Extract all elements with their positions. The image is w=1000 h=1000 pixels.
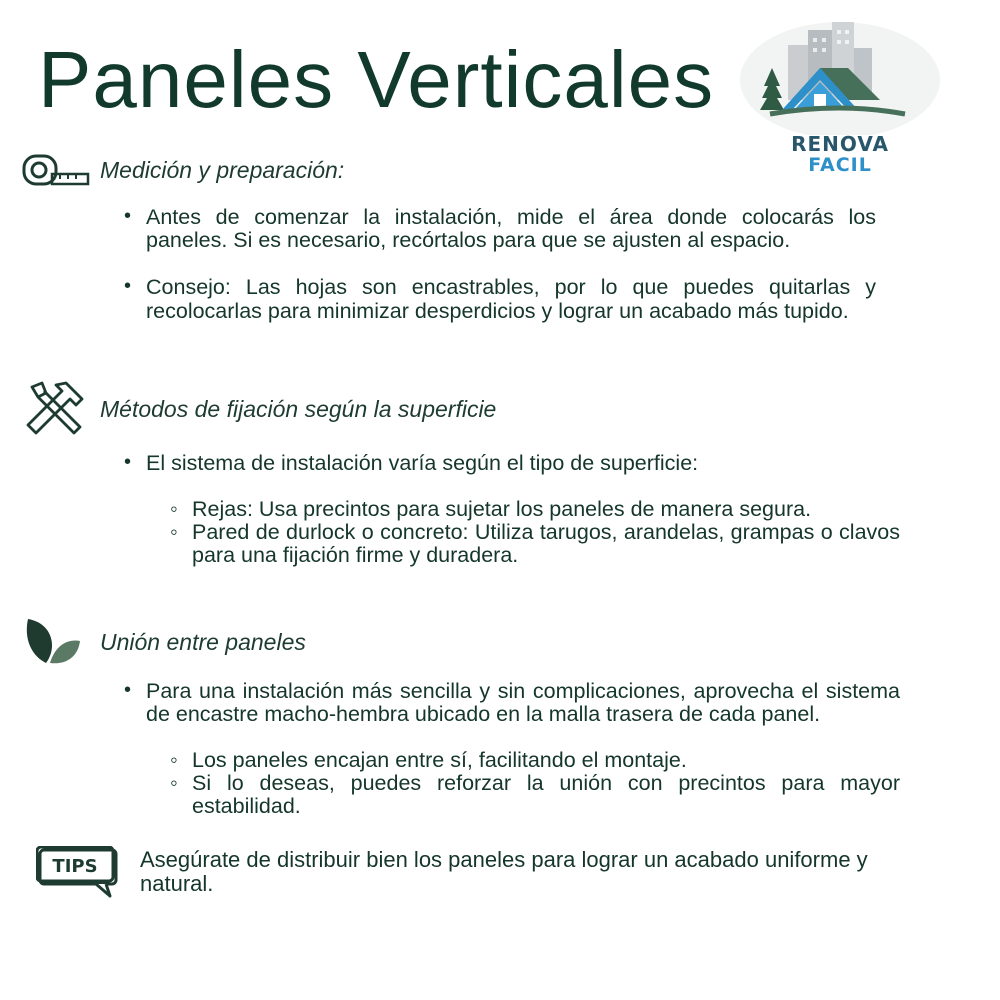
leaves-icon xyxy=(22,618,92,666)
list-item: • El sistema de instalación varía según el tipo de superficie: xyxy=(146,452,876,475)
house-logo-icon xyxy=(730,10,950,135)
section-heading-label: Unión entre paneles xyxy=(100,628,306,655)
tips-speech-bubble-icon xyxy=(36,846,120,903)
section-heading-union xyxy=(22,618,306,666)
hammer-wrench-icon xyxy=(22,385,92,433)
list-item: • Para una instalación más sencilla y sin complicaciones, aprovecha el sistema de encastre macho-hembra ubicado en la malla trasera de cada panel. xyxy=(146,680,900,726)
tips-text: Asegúrate de distribuir bien los paneles para lograr un acabado uniforme y natural. xyxy=(140,847,868,896)
medicion-list xyxy=(146,206,876,323)
list-subitem: ◦ Si lo deseas, puedes reforzar la unión con precintos para mayor estabilidad. xyxy=(192,772,900,818)
fijacion-sublist xyxy=(192,498,900,568)
page-title: Paneles Verticales xyxy=(38,35,715,124)
list-item: • Antes de comenzar la instalación, mide el área donde colocarás los paneles. Si es necesario, recórtalos para que se ajusten al espacio. xyxy=(146,206,876,252)
union-sublist xyxy=(192,749,900,819)
section-heading-label: Métodos de fijación según la superficie xyxy=(100,395,497,422)
list-item: • Consejo: Las hojas son encastrables, por lo que puedes quitarlas y recolocarlas para minimizar desperdicios y lograr un acabado más tupido. xyxy=(146,276,876,322)
fijacion-list xyxy=(146,452,876,475)
section-heading-fijacion xyxy=(22,385,496,433)
list-subitem: ◦ Pared de durlock o concreto: Utiliza tarugos, arandelas, grampas o clavos para una fijación firme y duradera. xyxy=(192,521,900,567)
tips-badge-label: TIPS xyxy=(52,856,98,877)
list-subitem: ◦ Rejas: Usa precintos para sujetar los paneles de manera segura. xyxy=(192,498,900,521)
section-heading-medicion xyxy=(22,146,344,194)
list-subitem: ◦ Los paneles encajan entre sí, facilitando el montaje. xyxy=(192,749,900,772)
section-heading-label: Medición y preparación: xyxy=(100,156,345,183)
tape-measure-icon xyxy=(22,146,92,194)
logo-text-renova: RENOVA xyxy=(791,132,889,156)
logo-text-facil: FACIL xyxy=(808,154,872,176)
brand-logo xyxy=(730,10,950,180)
union-list xyxy=(146,680,900,726)
